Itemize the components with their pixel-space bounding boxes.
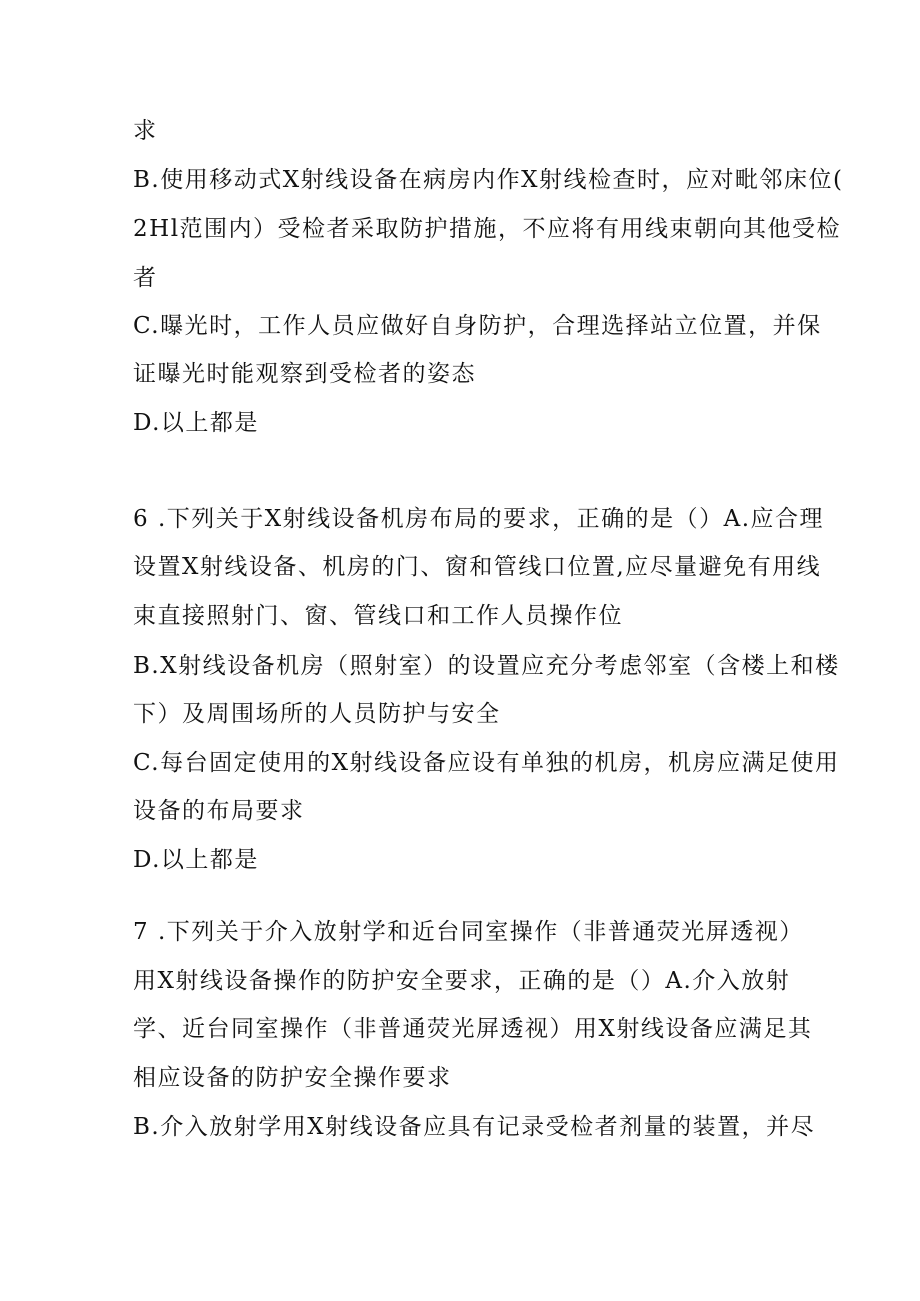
- text-line: C.每台固定使用的X射线设备应设有单独的机房，机房应满足使用: [133, 750, 840, 776]
- text-line: B.介入放射学用X射线设备应具有记录受检者剂量的装置，并尽: [133, 1114, 816, 1140]
- text-line: D.以上都是: [133, 847, 259, 873]
- text-line: B.X射线设备机房（照射室）的设置应充分考虑邻室（含楼上和楼: [133, 653, 840, 679]
- text-line: 证曝光时能观察到受检者的姿态: [133, 361, 476, 387]
- text-line: 用X射线设备操作的防护安全要求，正确的是（）A.介入放射: [133, 968, 791, 994]
- text-line: 2Hl范围内）受检者采取防护措施，不应将有用线束朝向其他受检: [133, 216, 842, 242]
- text-line: D.以上都是: [133, 410, 259, 436]
- text-line: 者: [133, 265, 158, 291]
- question-7-line: 7 .下列关于介入放射学和近台同室操作（非普通荧光屏透视）: [133, 919, 804, 945]
- text-line: 设备的布局要求: [133, 798, 305, 824]
- text-line: 相应设备的防护安全操作要求: [133, 1065, 452, 1091]
- text-line: 学、近台同室操作（非普通荧光屏透视）用X射线设备应满足其: [133, 1016, 813, 1042]
- text-line: C.曝光时，工作人员应做好自身防护，合理选择站立位置，并保: [133, 313, 822, 339]
- text-line: 下）及周围场所的人员防护与安全: [133, 701, 501, 727]
- text-line: B.使用移动式X射线设备在病房内作X射线检查时，应对毗邻床位(: [133, 167, 844, 193]
- text-line: 束直接照射门、窗、管线口和工作人员操作位: [133, 603, 623, 629]
- question-6-line: 6 .下列关于X射线设备机房布局的要求，正确的是（）A.应合理: [133, 506, 825, 532]
- text-line: 设置X射线设备、机房的门、窗和管线口位置,应尽量避免有用线: [133, 554, 822, 580]
- text-line: 求: [133, 118, 158, 144]
